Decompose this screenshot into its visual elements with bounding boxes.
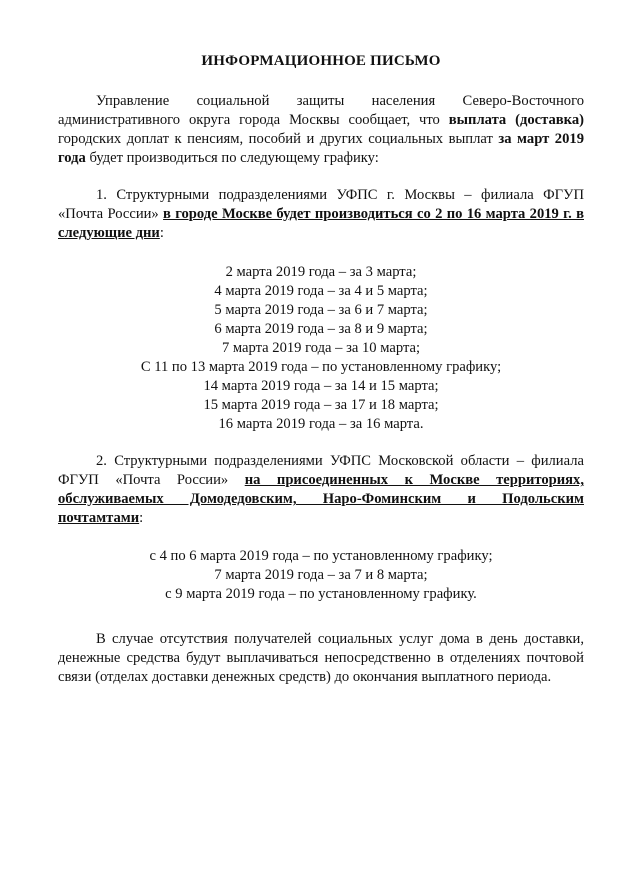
section2-highlight-2: почтамтами [58,510,140,526]
section1-heading [58,186,584,243]
section1-colon: : [159,225,164,241]
schedule-item: 15 марта 2019 года – за 17 и 18 марта; [203,397,439,413]
section2-line-4 [58,509,584,528]
schedule-item: 5 марта 2019 года – за 6 и 7 марта; [214,302,428,318]
section2-text-2: ФГУП «Почта России» [58,472,245,488]
intro-paragraph [58,92,584,168]
section1-highlight: в городе Москве будет производиться со 2 по 16 марта 2019 г. в следующие дни [58,206,584,241]
letter-page [58,52,584,687]
schedule-item: 7 марта 2019 года – за 10 марта; [221,340,421,356]
schedule-item: С 11 по 13 марта 2019 года – по установленному графику; [140,359,502,375]
section2-line-1 [58,452,584,471]
document-title: ИНФОРМАЦИОННОЕ ПИСЬМО [201,53,441,69]
intro-bold-period: за март 2019 года [58,131,584,166]
section1-schedule-list [58,263,584,434]
schedule-item: 14 марта 2019 года – за 14 и 15 марта; [203,378,439,394]
section1-text: 1. Структурными подразделениями УФПС г. Москвы – филиала ФГУП «Почта России» [58,187,584,222]
schedule-item: 7 марта 2019 года – за 7 и 8 марта; [214,567,428,583]
section2-heading [58,452,584,528]
section2-line-3: обслуживаемых Домодедовским, Наро-Фоминским и Подольским [58,491,584,507]
section2-text-1: 2. Структурными подразделениями УФПС Московской области – филиала [96,453,584,469]
schedule-item: 16 марта 2019 года – за 16 марта. [218,416,424,432]
schedule-item: с 4 по 6 марта 2019 года – по установленному графику; [149,548,493,564]
intro-bold-payment: выплата (доставка) [448,112,585,128]
schedule-item: с 9 марта 2019 года – по установленному графику. [165,586,477,602]
closing-paragraph: В случае отсутствия получателей социальных услуг дома в день доставки, денежные средства будут выплачиваться непосредственно в отделениях почтовой связи (отделах доставки денежных средств) до окончания выплатного периода. [58,631,584,685]
section2-colon: : [139,510,144,526]
section2-schedule-list [58,547,584,604]
schedule-item: 6 марта 2019 года – за 8 и 9 марта; [214,321,428,337]
intro-text-2: городских доплат к пенсиям, пособий и других социальных выплат [58,131,499,147]
schedule-item: 2 марта 2019 года – за 3 марта; [225,264,417,280]
intro-text-3: будет производиться по следующему графику: [85,150,379,166]
schedule-item: 4 марта 2019 года – за 4 и 5 марта; [214,283,428,299]
section2-line-2 [58,471,584,490]
intro-text-1: Управление социальной защиты населения Северо-Восточного административного округа города Москвы сообщает, что [58,93,584,128]
section2-highlight-1: на присоединенных к Москве территориях, [244,472,585,488]
